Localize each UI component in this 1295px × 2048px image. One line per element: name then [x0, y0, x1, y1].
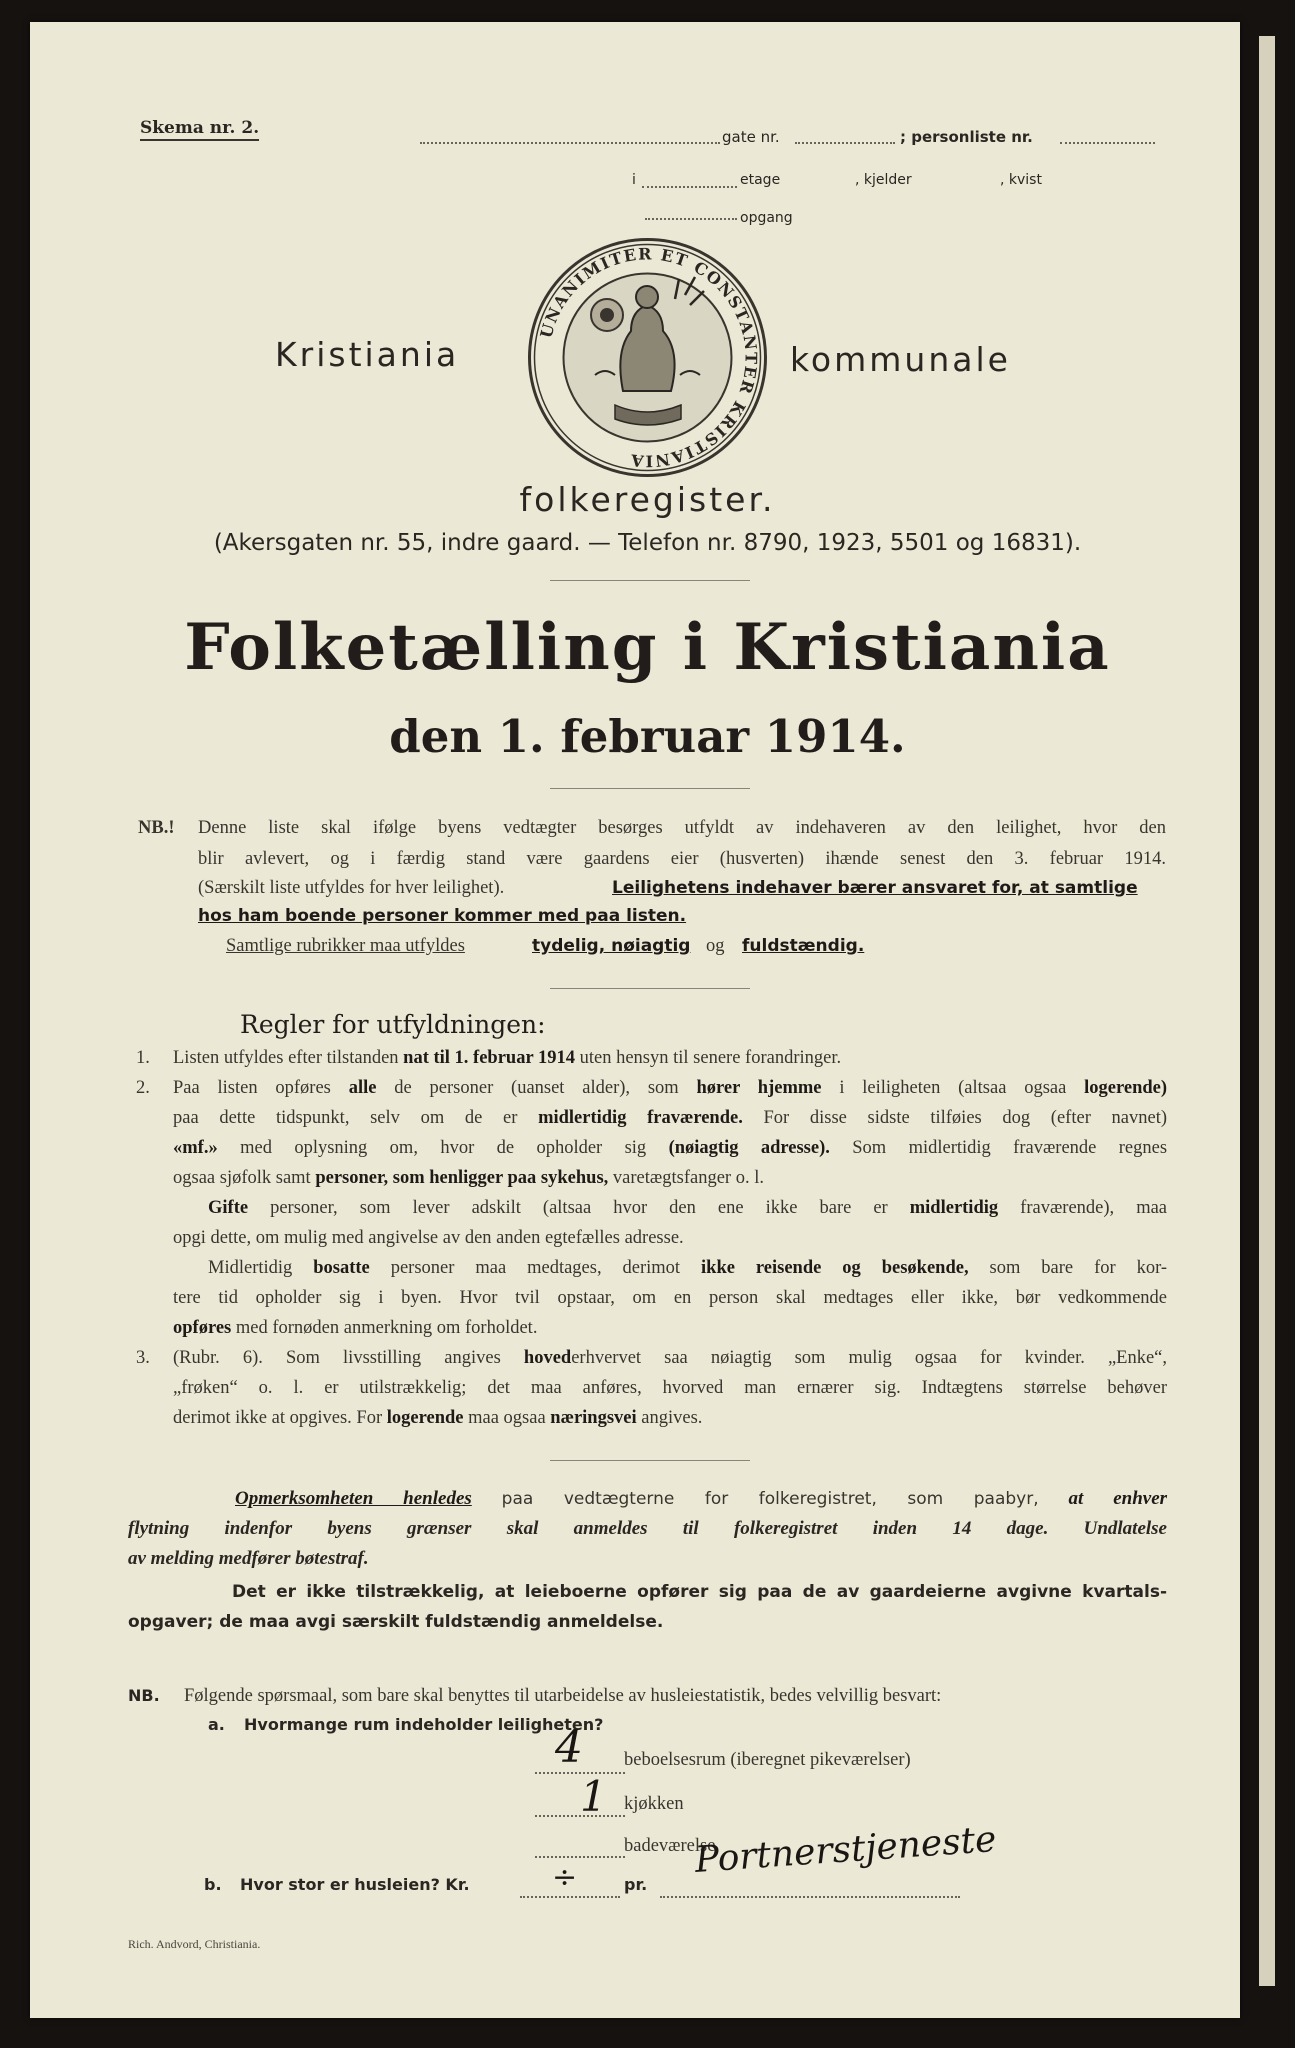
- divider: [550, 580, 750, 581]
- pr-label: pr.: [624, 1875, 648, 1894]
- personliste-field[interactable]: [1060, 142, 1155, 144]
- notice-line: opgaver; de maa avgi særskilt fuldstændig anmeldelse.: [128, 1612, 664, 1632]
- city-seal: [525, 235, 770, 480]
- rule-2-line: tere tid opholder sig i byen. Hvor tvil opstaar, om en person skal medtages eller ikke, bør vedkommende: [173, 1288, 1167, 1308]
- rule-3-line: (Rubr. 6). Som livsstilling angives hovederhvervet saa nøiagtig som mulig ogsaa for kvinder. „Enke“,: [173, 1348, 1168, 1368]
- divider: [550, 1460, 750, 1461]
- questions-intro: Følgende spørsmaal, som bare skal benyttes til utarbeidelse av husleiestatistik, bedes velvillig besvart:: [184, 1686, 942, 1706]
- i-label: i: [632, 172, 636, 188]
- kjokken-label: kjøkken: [624, 1794, 684, 1814]
- nb-emphasis: Leilighetens indehaver bærer ansvaret for, at samtlige: [612, 878, 1138, 898]
- kristiania-word: Kristiania: [275, 335, 460, 374]
- kjelder-label: , kjelder: [855, 172, 912, 188]
- office-address: (Akersgaten nr. 55, indre gaard. — Telefon nr. 8790, 1923, 5501 og 16831).: [213, 530, 1082, 556]
- question-a-label: a.: [208, 1715, 225, 1734]
- beboelsesrum-label: beboelsesrum (iberegnet pikeværelser): [624, 1750, 911, 1770]
- nb-line: (Særskilt liste utfyldes for hver leilighet).: [198, 878, 505, 898]
- rent-amount-value: ÷: [552, 1860, 578, 1895]
- rent-period-handwritten: Portnerstjeneste: [693, 1818, 998, 1881]
- rule-2-line: Paa listen opføres alle de personer (uanset alder), som hører hjemme i leiligheten (altsaa ogsaa logerende): [173, 1078, 1168, 1098]
- rule-2-line: Gifte personer, som lever adskilt (altsaa hvor den ene ikke bare er midlertidig fraværende), maa: [208, 1198, 1168, 1218]
- kvist-label: , kvist: [1000, 172, 1042, 188]
- badevaerelse-field[interactable]: [535, 1856, 625, 1858]
- folkeregister-word: folkeregister.: [519, 480, 776, 519]
- page-edge: [1259, 36, 1275, 1986]
- divider: [550, 988, 750, 989]
- kommunale-word: kommunale: [790, 340, 1011, 379]
- main-title: Folketælling i Kristiania: [184, 610, 1111, 685]
- nb-line: blir avlevert, og i færdig stand være gaardens eier (husverten) ihænde senest den 3. februar 1914.: [198, 849, 1166, 869]
- gate-label: gate nr.: [722, 128, 780, 146]
- etage-label: etage: [740, 172, 781, 188]
- rule-number: 1.: [136, 1048, 150, 1068]
- notice-line: flytning indenfor byens grænser skal anmeldes til folkeregistret inden 14 dage. Undlatelse: [128, 1518, 1167, 1539]
- skema-number: Skema nr. 2.: [140, 118, 259, 141]
- nb-line: Samtlige rubrikker maa utfyldes: [226, 936, 465, 956]
- rent-amount-field[interactable]: [520, 1896, 620, 1898]
- opgang-field[interactable]: [645, 218, 737, 220]
- rule-2-line: opgi dette, om mulig med angivelse av den anden egtefælles adresse.: [173, 1228, 684, 1248]
- rule-2-line: opføres med fornøden anmerkning om forholdet.: [173, 1318, 538, 1338]
- questions-nb-label: NB.: [128, 1686, 160, 1705]
- notice-line: Det er ikke tilstrækkelig, at leieboerne opfører sig paa de av gaardeierne avgivne kvartals-: [232, 1582, 1167, 1602]
- kjokken-value: 1: [580, 1772, 607, 1821]
- badevaerelse-label: badeværelse: [624, 1836, 716, 1856]
- printer-credit: Rich. Andvord, Christiania.: [128, 1937, 261, 1951]
- notice-line: Opmerksomheten henledes paa vedtægterne for folkeregistret, som paabyr, at enhver: [235, 1488, 1168, 1509]
- census-date: den 1. februar 1914.: [389, 710, 906, 763]
- rule-1: Listen utfyldes efter tilstanden nat til 1. februar 1914 uten hensyn til senere forandringer.: [173, 1048, 842, 1068]
- rule-number: 3.: [136, 1348, 150, 1368]
- opgang-label: opgang: [740, 210, 793, 226]
- rent-period-field[interactable]: [660, 1896, 960, 1898]
- nb-emphasis: fuldstændig.: [742, 936, 865, 956]
- nb-label: NB.!: [138, 818, 175, 838]
- gate-field-line[interactable]: [420, 142, 720, 144]
- etage-field[interactable]: [642, 186, 737, 188]
- question-b-label: b.: [204, 1875, 222, 1894]
- seal-inscription: UNANIMITER ET CONSTANTER KRISTIANIA: [536, 244, 761, 471]
- rule-number: 2.: [136, 1078, 150, 1098]
- nb-line: og: [706, 936, 725, 956]
- nb-emphasis: hos ham boende personer kommer med paa listen.: [198, 906, 687, 926]
- nb-line: Denne liste skal ifølge byens vedtægter besørges utfyldt av indehaveren av den leilighet, hvor den: [198, 818, 1166, 838]
- nb-emphasis: tydelig, nøiagtig: [532, 936, 691, 956]
- question-a-text: Hvormange rum indeholder leiligheten?: [244, 1715, 604, 1734]
- rule-3-line: derimot ikke at opgives. For logerende maa ogsaa næringsvei angives.: [173, 1408, 703, 1428]
- rule-2-line: «mf.» med oplysning om, hvor de opholder sig (nøiagtig adresse). Som midlertidig fraværende regnes: [173, 1138, 1168, 1158]
- rule-3-line: „frøken“ o. l. er utilstrækkelig; det maa anføres, hvorved man ernærer sig. Indtægtens størrelse behøver: [173, 1378, 1167, 1398]
- divider: [550, 788, 750, 789]
- gate-number-field[interactable]: [795, 142, 895, 144]
- notice-line: av melding medfører bøtestraf.: [128, 1548, 369, 1569]
- question-b-text: Hvor stor er husleien? Kr.: [240, 1875, 470, 1894]
- rule-2-line: Midlertidig bosatte personer maa medtages, derimot ikke reisende og besøkende, som bare for kor-: [208, 1258, 1168, 1278]
- rule-2-line: ogsaa sjøfolk samt personer, som henligger paa sykehus, varetægtsfanger o. l.: [173, 1168, 764, 1188]
- personliste-label: ; personliste nr.: [900, 128, 1033, 146]
- rules-heading: Regler for utfyldningen:: [240, 1010, 546, 1039]
- beboelsesrum-value: 4: [555, 1722, 583, 1773]
- rule-2-line: paa dette tidspunkt, selv om de er midlertidig fraværende. For disse sidste tilføies dog (efter navnet): [173, 1108, 1167, 1128]
